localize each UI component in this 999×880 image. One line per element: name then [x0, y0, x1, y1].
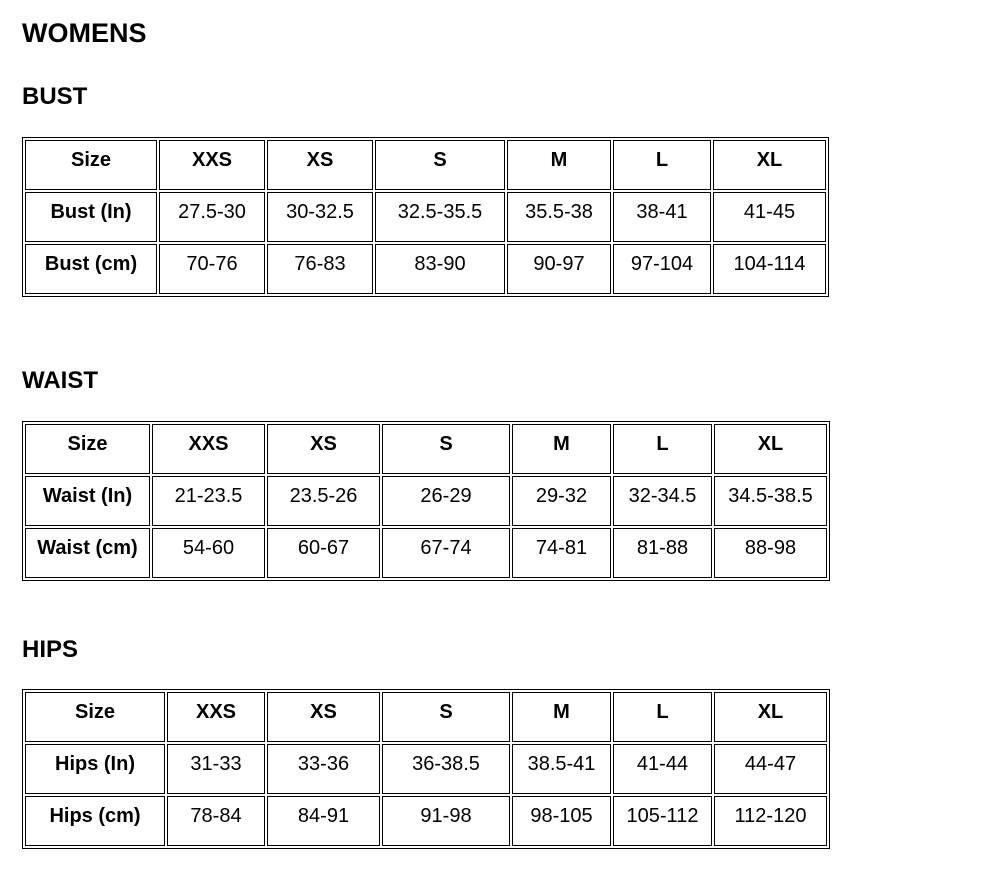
table-cell: 70-76: [159, 244, 265, 294]
table-cell: 83-90: [375, 244, 505, 294]
table-cell: 26-29: [382, 476, 510, 526]
table-cell: 90-97: [507, 244, 611, 294]
table-cell: 84-91: [267, 796, 380, 846]
header-cell: XL: [713, 140, 826, 190]
table-cell: 33-36: [267, 744, 380, 794]
table-cell: 67-74: [382, 528, 510, 578]
table-cell: 74-81: [512, 528, 611, 578]
table-cell: 81-88: [613, 528, 712, 578]
header-cell: M: [507, 140, 611, 190]
header-cell: XXS: [152, 424, 265, 474]
table-cell: 112-120: [714, 796, 827, 846]
table-cell: 27.5-30: [159, 192, 265, 242]
header-cell: XL: [714, 424, 827, 474]
bust-size-table: [22, 137, 829, 297]
row-label-cell: Bust (cm): [25, 244, 157, 294]
table-cell: 35.5-38: [507, 192, 611, 242]
header-cell: XXS: [167, 692, 265, 742]
table-cell: 38.5-41: [512, 744, 611, 794]
bust-heading: BUST: [22, 83, 88, 110]
table-cell: 41-45: [713, 192, 826, 242]
waist-heading: WAIST: [22, 367, 98, 394]
table-cell: 44-47: [714, 744, 827, 794]
table-cell: 104-114: [713, 244, 826, 294]
row-label-cell: Hips (cm): [25, 796, 165, 846]
header-cell: M: [512, 424, 611, 474]
table-cell: 76-83: [267, 244, 373, 294]
table-cell: 88-98: [714, 528, 827, 578]
table-cell: 30-32.5: [267, 192, 373, 242]
header-cell-size: Size: [25, 140, 157, 190]
table-cell: 23.5-26: [267, 476, 380, 526]
row-label-cell: Waist (In): [25, 476, 150, 526]
table-header-row: [25, 424, 827, 474]
header-cell: XS: [267, 424, 380, 474]
table-header-row: [25, 692, 827, 742]
table-row: [25, 244, 826, 294]
table-cell: 21-23.5: [152, 476, 265, 526]
header-cell-size: Size: [25, 424, 150, 474]
table-header-row: [25, 140, 826, 190]
header-cell: M: [512, 692, 611, 742]
header-cell: L: [613, 140, 711, 190]
header-cell: L: [613, 424, 712, 474]
table-row: [25, 744, 827, 794]
table-cell: 54-60: [152, 528, 265, 578]
table-row: [25, 476, 827, 526]
hips-heading: HIPS: [22, 636, 79, 663]
table-cell: 78-84: [167, 796, 265, 846]
table-cell: 38-41: [613, 192, 711, 242]
table-cell: 60-67: [267, 528, 380, 578]
header-cell-size: Size: [25, 692, 165, 742]
table-cell: 91-98: [382, 796, 510, 846]
table-cell: 32-34.5: [613, 476, 712, 526]
table-row: [25, 192, 826, 242]
table-cell: 32.5-35.5: [375, 192, 505, 242]
header-cell: S: [375, 140, 505, 190]
header-cell: S: [382, 424, 510, 474]
hips-size-table: [22, 689, 830, 849]
table-cell: 97-104: [613, 244, 711, 294]
page-title: WOMENS: [22, 18, 147, 48]
table-cell: 105-112: [613, 796, 712, 846]
header-cell: XL: [714, 692, 827, 742]
header-cell: S: [382, 692, 510, 742]
table-cell: 31-33: [167, 744, 265, 794]
header-cell: XS: [267, 140, 373, 190]
row-label-cell: Waist (cm): [25, 528, 150, 578]
header-cell: XXS: [159, 140, 265, 190]
table-cell: 34.5-38.5: [714, 476, 827, 526]
table-row: [25, 528, 827, 578]
table-cell: 36-38.5: [382, 744, 510, 794]
table-row: [25, 796, 827, 846]
table-cell: 29-32: [512, 476, 611, 526]
header-cell: L: [613, 692, 712, 742]
row-label-cell: Bust (In): [25, 192, 157, 242]
waist-size-table: [22, 421, 830, 581]
table-cell: 41-44: [613, 744, 712, 794]
table-cell: 98-105: [512, 796, 611, 846]
row-label-cell: Hips (In): [25, 744, 165, 794]
header-cell: XS: [267, 692, 380, 742]
